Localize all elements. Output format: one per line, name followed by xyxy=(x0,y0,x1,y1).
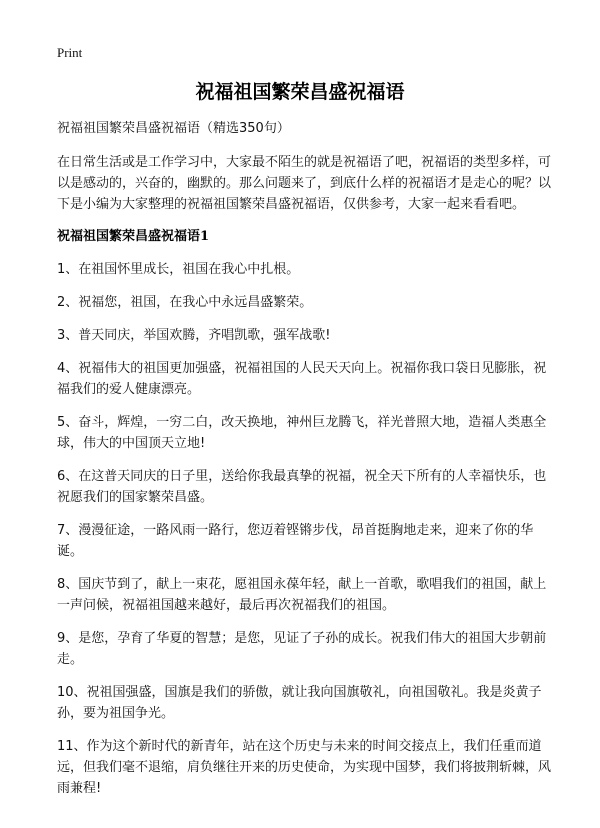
print-label: Print xyxy=(57,45,83,60)
page-title: 祝福祖国繁荣昌盛祝福语 xyxy=(195,81,405,103)
list-item: 1、在祖国怀里成长，祖国在我心中扎根。 xyxy=(57,262,300,277)
list-item: 7、漫漫征途，一路风雨一路行，您迈着铿锵步伐，昂首挺胸地走来，迎来了你的华诞。 xyxy=(57,523,534,559)
list-item: 9、是您，孕育了华夏的智慧；是您，见证了子孙的成长。祝我们伟大的祖国大步朝前走。 xyxy=(57,631,547,667)
wish-list xyxy=(57,259,557,799)
list-item: 8、国庆节到了，献上一束花，愿祖国永葆年轻，献上一首歌，歌唱我们的祖国，献上一声问候，祝福祖国越来越好，最后再次祝福我们的祖国。 xyxy=(57,577,547,613)
list-item: 6、在这普天同庆的日子里，送给你我最真挚的祝福，祝全天下所有的人幸福快乐，也祝愿我们的国家繁荣昌盛。 xyxy=(57,469,547,505)
list-item: 4、祝福伟大的祖国更加强盛，祝福祖国的人民天天向上。祝福你我口袋日见膨胀，祝福我们的爱人健康漂亮。 xyxy=(57,361,547,397)
list-item: 3、普天同庆，举国欢腾，齐唱凯歌，强军战歌! xyxy=(57,328,331,343)
list-item: 5、奋斗，辉煌，一穷二白，改天换地，神州巨龙腾飞，祥光普照大地，造福人类惠全球，伟大的中国顶天立地! xyxy=(57,415,547,451)
list-item: 11、作为这个新时代的新青年，站在这个历史与未来的时间交接点上，我们任重而道远，但我们毫不退缩，肩负继往开来的历史使命，为实现中国梦，我们将披荆斩棘，风雨兼程! xyxy=(57,739,552,796)
list-item: 2、祝福您，祖国，在我心中永远昌盛繁荣。 xyxy=(57,295,313,310)
section-heading: 祝福祖国繁荣昌盛祝福语1 xyxy=(57,229,210,244)
document-body xyxy=(57,119,557,811)
list-item: 10、祝祖国强盛，国旗是我们的骄傲，就让我向国旗敬礼，向祖国敬礼。我是炎黄子孙，要为祖国争光。 xyxy=(57,685,542,721)
intro-paragraph: 在日常生活或是工作学习中，大家最不陌生的就是祝福语了吧，祝福语的类型多样，可以是感动的，兴奋的，幽默的。那么问题来了，到底什么样的祝福语才是走心的呢？以下是小编为大家整理的祝福祖国繁荣昌盛祝福语，仅供参考，大家一起来看看吧。 xyxy=(57,155,552,212)
document-subtitle: 祝福祖国繁荣昌盛祝福语（精选350句） xyxy=(57,121,290,136)
